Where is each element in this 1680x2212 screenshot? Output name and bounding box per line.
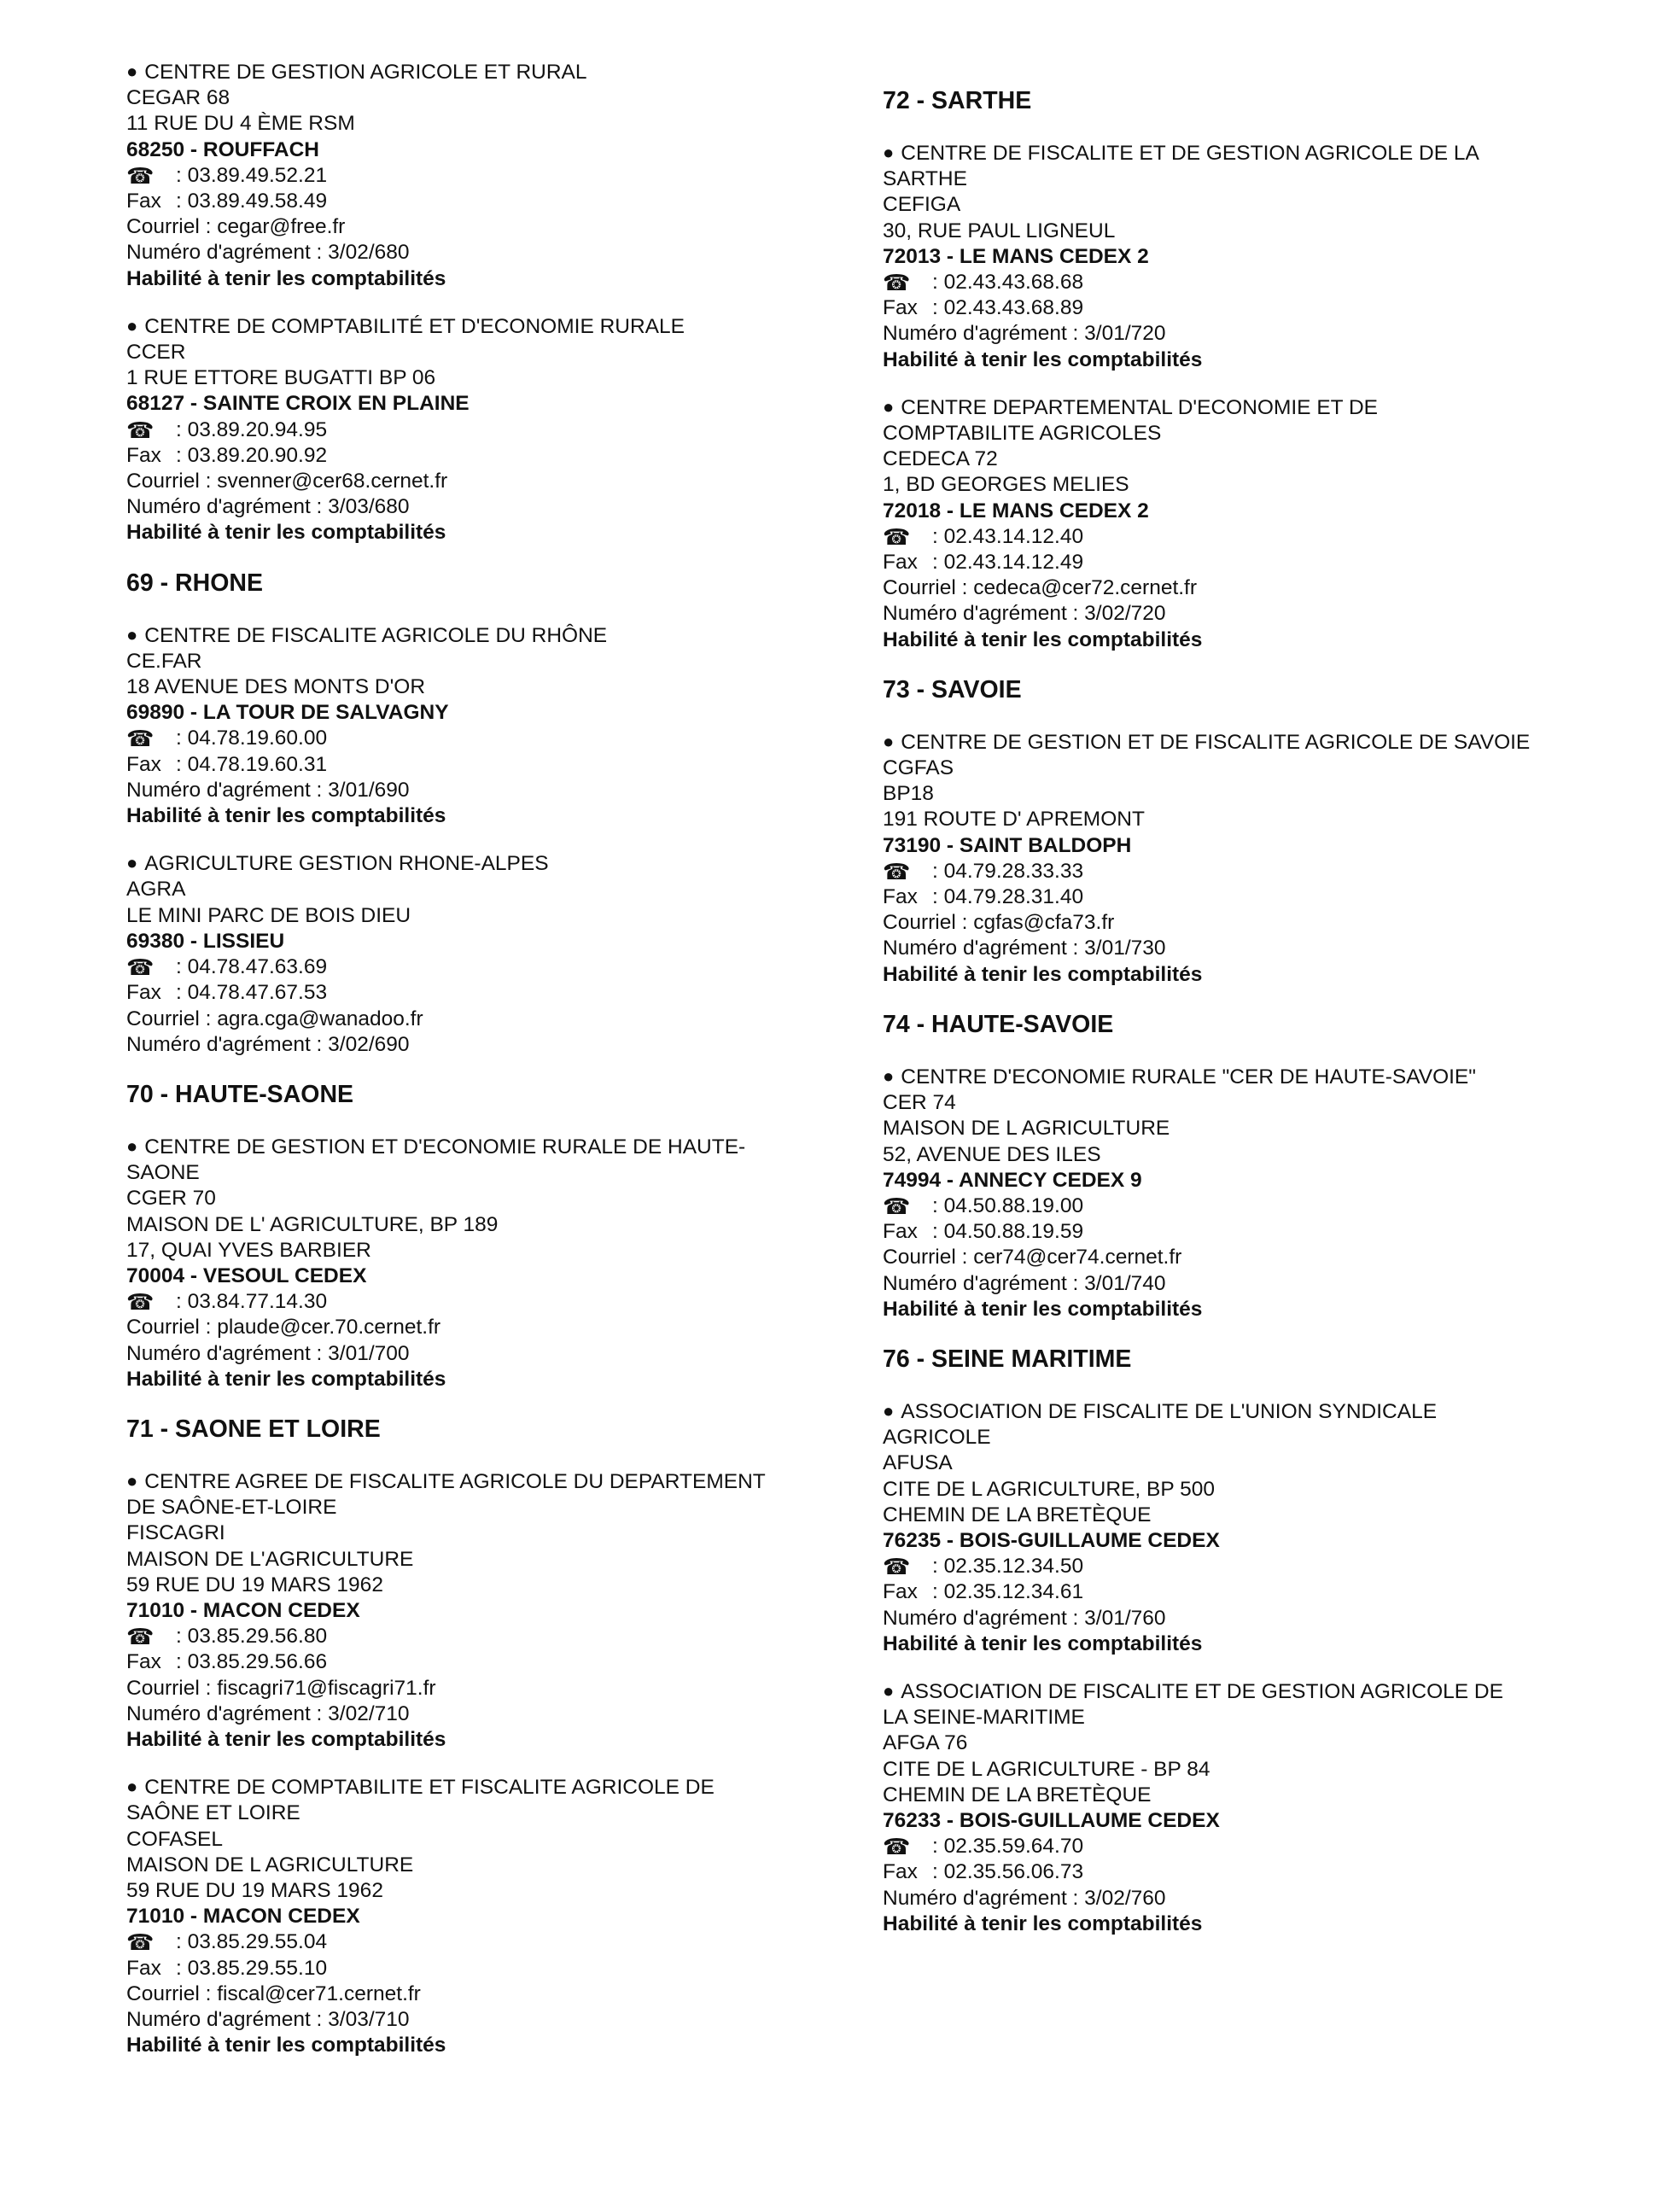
postal-code-city: 69380 - LISSIEU [126, 929, 285, 953]
fax-number: : 03.85.29.56.66 [176, 1650, 328, 1674]
telephone-icon [126, 726, 176, 751]
fax-row [126, 189, 878, 214]
organization-entry [883, 1399, 1634, 1657]
fax-label: Fax [883, 1580, 918, 1604]
email-line: Courriel : cgfas@cfa73.fr [883, 911, 1115, 935]
organization-entry [126, 60, 878, 292]
fax-number: : 02.43.14.12.49 [932, 551, 1084, 575]
organization-name: ● CENTRE DE GESTION ET DE FISCALITE AGRICOLE DE SAVOIE [883, 730, 1634, 756]
fax-row [883, 884, 1634, 910]
postal-code-city: 68127 - SAINTE CROIX EN PLAINE [126, 392, 470, 416]
accounting-authorization: Habilité à tenir les comptabilités [883, 1911, 1203, 1935]
fax-row [883, 295, 1634, 321]
phone-number: : 02.35.12.34.50 [932, 1555, 1084, 1579]
phone-number: : 04.50.88.19.00 [932, 1194, 1084, 1217]
postal-code-city: 72018 - LE MANS CEDEX 2 [883, 499, 1149, 522]
telephone-icon [126, 1289, 176, 1315]
organization-name: ● CENTRE DEPARTEMENTAL D'ECONOMIE ET DE [883, 395, 1634, 421]
phone-row [126, 726, 878, 751]
fax-number: : 04.50.88.19.59 [932, 1220, 1084, 1244]
telephone-icon [126, 1929, 176, 1955]
phone-row [126, 1289, 878, 1315]
telephone-icon [126, 163, 176, 189]
organization-name: ● CENTRE DE FISCALITE AGRICOLE DU RHÔNE [126, 623, 878, 649]
fax-row [126, 443, 878, 469]
phone-number: : 02.43.14.12.40 [932, 524, 1084, 548]
fax-label: Fax [126, 1650, 161, 1674]
address-line: 1, BD GEORGES MELIES [883, 473, 1129, 497]
address-line: CGFAS [883, 756, 954, 780]
email-line: Courriel : fiscal@cer71.cernet.fr [126, 1981, 421, 2005]
email-line: Courriel : svenner@cer68.cernet.fr [126, 470, 448, 493]
address-line: CER 74 [883, 1091, 956, 1115]
organization-entry [883, 730, 1634, 988]
organization-name: ● ASSOCIATION DE FISCALITE ET DE GESTION AGRICOLE DE [883, 1679, 1634, 1705]
email-line: Courriel : fiscagri71@fiscagri71.fr [126, 1676, 436, 1700]
postal-code-city: 74994 - ANNECY CEDEX 9 [883, 1168, 1142, 1192]
address-line: MAISON DE L AGRICULTURE [126, 1853, 414, 1876]
email-line: Courriel : cer74@cer74.cernet.fr [883, 1246, 1182, 1269]
postal-code-city: 68250 - ROUFFACH [126, 137, 320, 161]
fax-row [883, 550, 1634, 575]
address-line: AFGA 76 [883, 1731, 968, 1755]
fax-label: Fax [126, 1956, 161, 1980]
address-line: CCER [126, 341, 186, 365]
phone-row [883, 1834, 1634, 1859]
phone-row [126, 1929, 878, 1955]
accounting-authorization: Habilité à tenir les comptabilités [883, 627, 1203, 651]
postal-code-city: 76235 - BOIS-GUILLAUME CEDEX [883, 1528, 1220, 1552]
phone-number: : 02.35.59.64.70 [932, 1835, 1084, 1859]
fax-label: Fax [883, 1860, 918, 1884]
organization-name-continued: SAONE [126, 1161, 200, 1185]
address-line: AGRA [126, 878, 186, 902]
organization-name: ● CENTRE DE COMPTABILITE ET FISCALITE AGRICOLE DE [126, 1775, 878, 1801]
fax-number: : 02.35.12.34.61 [932, 1580, 1084, 1604]
email-line: Courriel : plaude@cer.70.cernet.fr [126, 1316, 441, 1339]
organization-entry [883, 1065, 1634, 1322]
address-line: CE.FAR [126, 649, 202, 673]
right-column [883, 81, 1634, 1959]
department-heading: 69 - RHONE [126, 569, 263, 597]
fax-row [126, 980, 878, 1006]
address-line: 17, QUAI YVES BARBIER [126, 1238, 371, 1262]
organization-entry [126, 314, 878, 546]
fax-label: Fax [883, 551, 918, 575]
phone-row [883, 1194, 1634, 1219]
address-line: 52, AVENUE DES ILES [883, 1142, 1101, 1166]
phone-number: : 03.89.20.94.95 [176, 417, 328, 441]
address-line: CHEMIN DE LA BRETÈQUE [883, 1783, 1152, 1806]
address-line: MAISON DE L AGRICULTURE [883, 1117, 1170, 1141]
fax-row [126, 1649, 878, 1675]
telephone-icon [126, 1624, 176, 1649]
phone-number: : 04.78.47.63.69 [176, 955, 328, 979]
fax-label: Fax [883, 1220, 918, 1244]
approval-number: Numéro d'agrément : 3/03/680 [126, 495, 410, 519]
organization-entry [126, 623, 878, 830]
fax-label: Fax [126, 981, 161, 1005]
organization-name: ● AGRICULTURE GESTION RHONE-ALPES [126, 851, 878, 877]
approval-number: Numéro d'agrément : 3/01/690 [126, 778, 410, 802]
address-line: 18 AVENUE DES MONTS D'OR [126, 675, 426, 699]
fax-number: : 02.35.56.06.73 [932, 1860, 1084, 1884]
telephone-icon [883, 1834, 932, 1859]
approval-number: Numéro d'agrément : 3/01/700 [126, 1341, 410, 1365]
fax-row [883, 1219, 1634, 1245]
organization-entry [126, 1469, 878, 1753]
accounting-authorization: Habilité à tenir les comptabilités [126, 804, 446, 828]
email-line: Courriel : cegar@free.fr [126, 215, 346, 239]
organization-name-continued: LA SEINE-MARITIME [883, 1706, 1085, 1730]
phone-number: : 02.43.43.68.68 [932, 271, 1084, 295]
phone-row [126, 163, 878, 189]
phone-number: : 03.84.77.14.30 [176, 1290, 328, 1314]
postal-code-city: 71010 - MACON CEDEX [126, 1598, 360, 1622]
address-line: 1 RUE ETTORE BUGATTI BP 06 [126, 366, 436, 390]
accounting-authorization: Habilité à tenir les comptabilités [883, 347, 1203, 371]
phone-number: : 03.89.49.52.21 [176, 163, 328, 187]
approval-number: Numéro d'agrément : 3/01/760 [883, 1606, 1166, 1630]
organization-name: ● CENTRE DE GESTION ET D'ECONOMIE RURALE DE HAUTE- [126, 1135, 878, 1160]
organization-name: ● ASSOCIATION DE FISCALITE DE L'UNION SYNDICALE [883, 1399, 1634, 1425]
telephone-icon [883, 524, 932, 550]
address-line: LE MINI PARC DE BOIS DIEU [126, 903, 411, 927]
fax-label: Fax [126, 443, 161, 467]
department-heading: 71 - SAONE ET LOIRE [126, 1415, 381, 1443]
email-line: Courriel : agra.cga@wanadoo.fr [126, 1007, 423, 1030]
organization-name-continued: AGRICOLE [883, 1426, 991, 1450]
fax-row [883, 1579, 1634, 1605]
phone-number: : 03.85.29.55.04 [176, 1930, 328, 1954]
address-line: 11 RUE DU 4 ÈME RSM [126, 112, 355, 136]
fax-number: : 04.78.47.67.53 [176, 981, 328, 1005]
organization-entry [883, 141, 1634, 373]
address-line: CITE DE L AGRICULTURE, BP 500 [883, 1477, 1215, 1501]
phone-number: : 03.85.29.56.80 [176, 1625, 328, 1649]
organization-name: ● CENTRE DE FISCALITE ET DE GESTION AGRICOLE DE LA [883, 141, 1634, 166]
approval-number: Numéro d'agrément : 3/01/730 [883, 937, 1166, 960]
approval-number: Numéro d'agrément : 3/02/710 [126, 1701, 410, 1725]
address-line: AFUSA [883, 1451, 953, 1475]
fax-row [883, 1859, 1634, 1885]
phone-row [126, 417, 878, 443]
postal-code-city: 73190 - SAINT BALDOPH [883, 833, 1132, 857]
accounting-authorization: Habilité à tenir les comptabilités [126, 1367, 446, 1391]
address-line: MAISON DE L'AGRICULTURE [126, 1547, 414, 1571]
fax-number: : 02.43.43.68.89 [932, 296, 1084, 320]
address-line: CEGAR 68 [126, 86, 230, 110]
address-line: CGER 70 [126, 1187, 216, 1211]
address-line: 59 RUE DU 19 MARS 1962 [126, 1573, 383, 1596]
organization-name-continued: COMPTABILITE AGRICOLES [883, 422, 1162, 446]
approval-number: Numéro d'agrément : 3/02/690 [126, 1032, 410, 1056]
phone-number: : 04.79.28.33.33 [932, 859, 1084, 883]
postal-code-city: 76233 - BOIS-GUILLAUME CEDEX [883, 1808, 1220, 1832]
address-line: CEFIGA [883, 193, 961, 217]
organization-name-continued: SAÔNE ET LOIRE [126, 1801, 300, 1825]
accounting-authorization: Habilité à tenir les comptabilités [126, 266, 446, 290]
fax-row [126, 1956, 878, 1981]
approval-number: Numéro d'agrément : 3/03/710 [126, 2008, 410, 2031]
fax-number: : 03.85.29.55.10 [176, 1956, 328, 1980]
organization-name-continued: DE SAÔNE-ET-LOIRE [126, 1496, 337, 1520]
telephone-icon [883, 859, 932, 884]
postal-code-city: 72013 - LE MANS CEDEX 2 [883, 244, 1149, 268]
accounting-authorization: Habilité à tenir les comptabilités [126, 2034, 446, 2057]
phone-row [883, 1554, 1634, 1579]
address-line: FISCAGRI [126, 1521, 225, 1545]
phone-row [883, 270, 1634, 295]
address-line: MAISON DE L' AGRICULTURE, BP 189 [126, 1212, 499, 1236]
postal-code-city: 71010 - MACON CEDEX [126, 1905, 360, 1929]
department-heading: 76 - SEINE MARITIME [883, 1345, 1132, 1373]
fax-number: : 04.79.28.31.40 [932, 885, 1084, 909]
department-heading: 72 - SARTHE [883, 87, 1032, 114]
address-line: CHEMIN DE LA BRETÈQUE [883, 1503, 1152, 1526]
organization-entry [126, 1775, 878, 2058]
email-line: Courriel : cedeca@cer72.cernet.fr [883, 576, 1198, 600]
department-heading: 74 - HAUTE-SAVOIE [883, 1010, 1114, 1038]
phone-row [126, 1624, 878, 1649]
organization-entry [883, 1679, 1634, 1937]
approval-number: Numéro d'agrément : 3/02/760 [883, 1886, 1166, 1910]
address-line: BP18 [883, 782, 934, 806]
accounting-authorization: Habilité à tenir les comptabilités [883, 1631, 1203, 1655]
accounting-authorization: Habilité à tenir les comptabilités [883, 962, 1203, 986]
address-line: 191 ROUTE D' APREMONT [883, 808, 1145, 832]
organization-entry [126, 1135, 878, 1392]
organization-name-continued: SARTHE [883, 167, 967, 191]
approval-number: Numéro d'agrément : 3/01/720 [883, 322, 1166, 346]
organization-entry [126, 851, 878, 1058]
organization-entry [883, 395, 1634, 653]
address-line: CEDECA 72 [883, 447, 998, 471]
accounting-authorization: Habilité à tenir les comptabilités [126, 1727, 446, 1751]
address-line: 30, RUE PAUL LIGNEUL [883, 219, 1116, 242]
phone-row [126, 954, 878, 980]
address-line: CITE DE L AGRICULTURE - BP 84 [883, 1757, 1210, 1781]
organization-name: ● CENTRE AGREE DE FISCALITE AGRICOLE DU DEPARTEMENT [126, 1469, 878, 1495]
phone-row [883, 859, 1634, 884]
fax-label: Fax [883, 885, 918, 909]
organization-name: ● CENTRE D'ECONOMIE RURALE "CER DE HAUTE-SAVOIE" [883, 1065, 1634, 1090]
fax-number: : 03.89.49.58.49 [176, 190, 328, 213]
fax-label: Fax [126, 190, 161, 213]
address-line: 59 RUE DU 19 MARS 1962 [126, 1878, 383, 1902]
phone-number: : 04.78.19.60.00 [176, 727, 328, 750]
telephone-icon [126, 417, 176, 443]
approval-number: Numéro d'agrément : 3/02/680 [126, 241, 410, 265]
left-column [126, 60, 878, 2081]
fax-number: : 03.89.20.90.92 [176, 443, 328, 467]
approval-number: Numéro d'agrément : 3/02/720 [883, 602, 1166, 626]
accounting-authorization: Habilité à tenir les comptabilités [126, 521, 446, 545]
phone-row [883, 524, 1634, 550]
postal-code-city: 70004 - VESOUL CEDEX [126, 1264, 367, 1287]
telephone-icon [883, 1194, 932, 1219]
department-heading: 70 - HAUTE-SAONE [126, 1080, 354, 1108]
approval-number: Numéro d'agrément : 3/01/740 [883, 1271, 1166, 1295]
telephone-icon [883, 270, 932, 295]
telephone-icon [883, 1554, 932, 1579]
postal-code-city: 69890 - LA TOUR DE SALVAGNY [126, 701, 449, 725]
telephone-icon [126, 954, 176, 980]
fax-number: : 04.78.19.60.31 [176, 752, 328, 776]
accounting-authorization: Habilité à tenir les comptabilités [883, 1297, 1203, 1321]
fax-row [126, 752, 878, 778]
organization-name: ● CENTRE DE GESTION AGRICOLE ET RURAL [126, 60, 878, 85]
fax-label: Fax [883, 296, 918, 320]
department-heading: 73 - SAVOIE [883, 675, 1022, 703]
address-line: COFASEL [126, 1827, 224, 1851]
organization-name: ● CENTRE DE COMPTABILITÉ ET D'ECONOMIE RURALE [126, 314, 878, 340]
fax-label: Fax [126, 752, 161, 776]
